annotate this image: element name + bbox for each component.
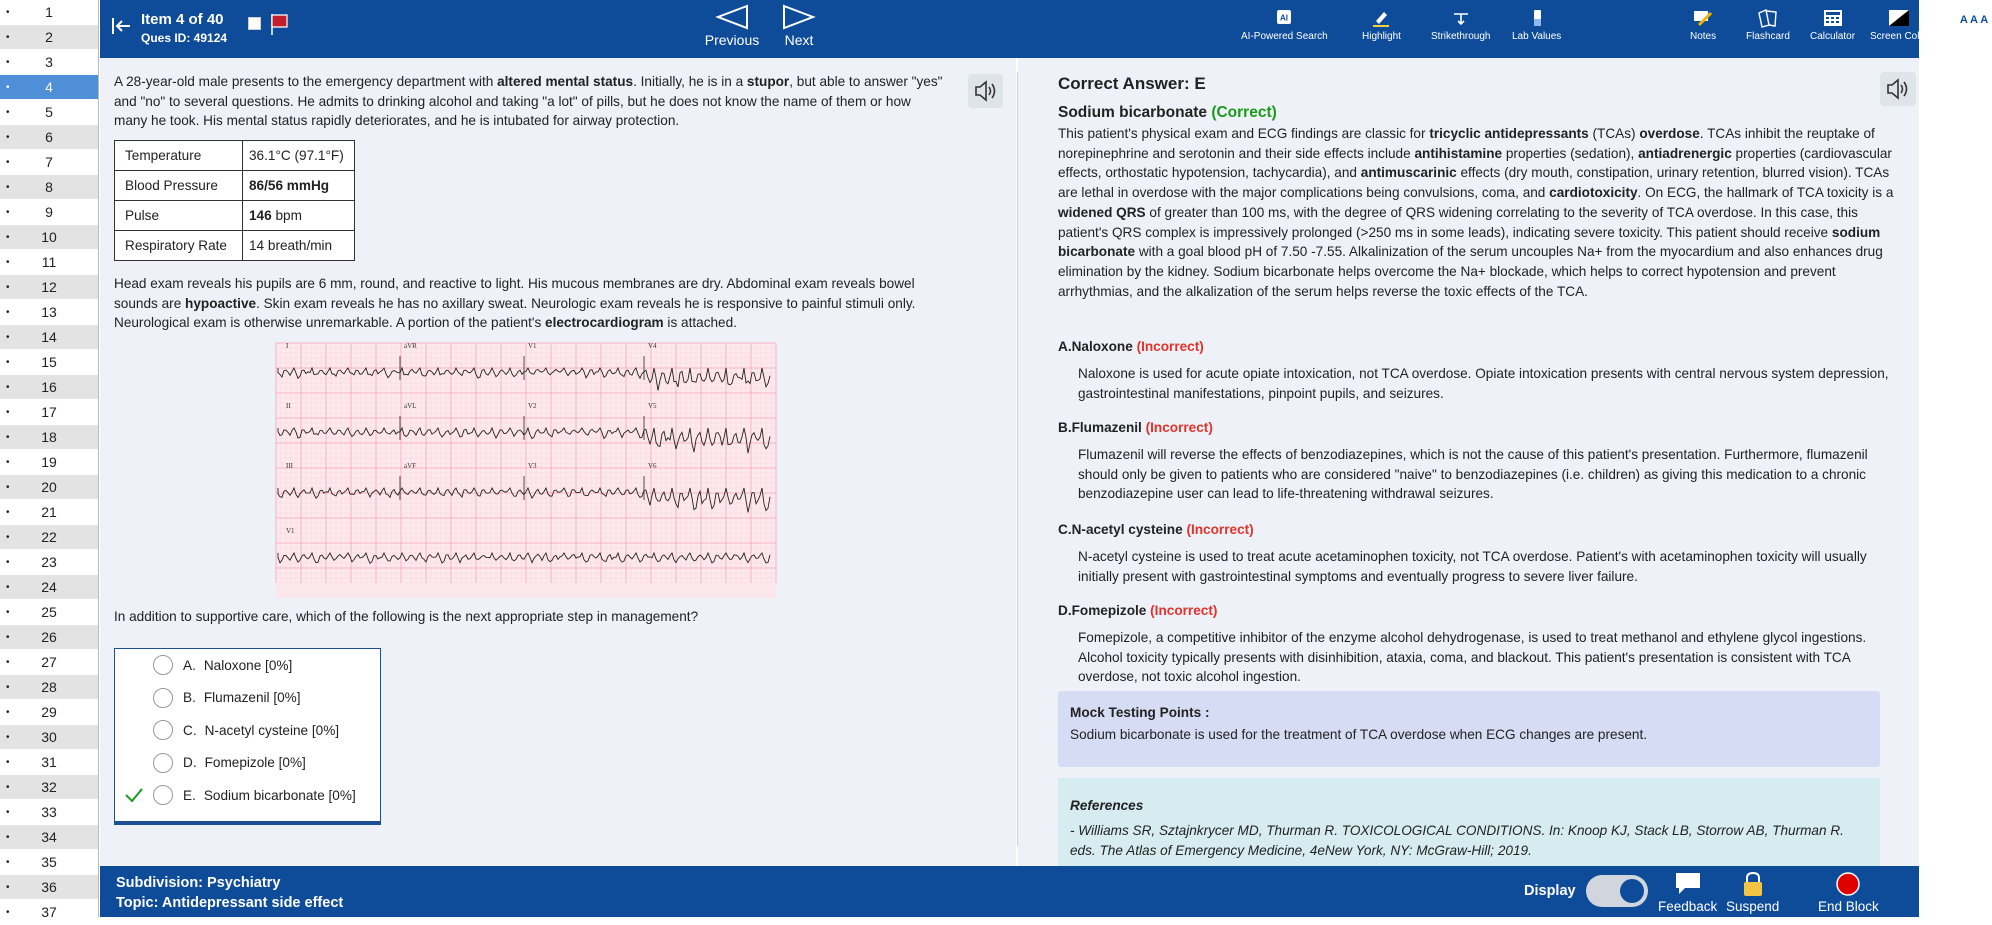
question-number: 6	[45, 129, 53, 145]
question-stem-paragraph-2	[114, 274, 944, 333]
option-name: C.N-acetyl cysteine	[1058, 522, 1183, 537]
unanswered-dot: •	[6, 131, 10, 143]
display-label: Display	[1524, 883, 1576, 899]
unanswered-dot: •	[6, 731, 10, 743]
question-number: 32	[41, 779, 57, 795]
question-nav-item[interactable]	[0, 725, 98, 750]
flashcard-tool[interactable]	[1746, 8, 1790, 42]
table-row	[115, 171, 355, 201]
question-number: 10	[41, 229, 57, 245]
question-nav-item[interactable]	[0, 700, 98, 725]
question-nav-item[interactable]	[0, 825, 98, 850]
strikethrough-icon	[1449, 8, 1473, 28]
bottom-bar	[100, 866, 1919, 917]
unanswered-dot: •	[6, 231, 10, 243]
question-number: 36	[41, 879, 57, 895]
question-nav-item[interactable]	[0, 50, 98, 75]
question-nav-item[interactable]	[0, 550, 98, 575]
question-list-sidebar[interactable]	[0, 0, 99, 920]
next-arrow-icon	[782, 4, 816, 30]
question-nav-item[interactable]	[0, 750, 98, 775]
answer-option[interactable]	[115, 780, 380, 810]
question-nav-item[interactable]	[0, 525, 98, 550]
unanswered-dot: •	[6, 81, 10, 93]
question-nav-item[interactable]	[0, 0, 98, 25]
mock-testing-text: Sodium bicarbonate is used for the treatment of TCA overdose when ECG changes are present.	[1070, 727, 1648, 742]
question-number: 9	[45, 204, 53, 220]
references-box	[1058, 778, 1880, 878]
unanswered-dot: •	[6, 556, 10, 568]
question-number: 26	[41, 629, 57, 645]
tool-label: Lab Values	[1512, 31, 1562, 42]
strikethrough-tool[interactable]	[1431, 8, 1490, 42]
question-nav-item[interactable]	[0, 425, 98, 450]
unanswered-dot: •	[6, 331, 10, 343]
question-number: 25	[41, 604, 57, 620]
pulse-value: 146	[249, 208, 272, 223]
mock-testing-title: Mock Testing Points :	[1070, 705, 1210, 720]
option-d-explanation: Fomepizole, a competitive inhibitor of the enzyme alcohol dehydrogenase, is used to treat methanol and ethylene glycol ingestions. Alcohol toxicity typically presents with disinhibition, ataxia, coma, and blackout. This patient's presentation is consistent with TCA overdose, not toxic alcohol ingestion.	[1078, 630, 1867, 684]
ecg-lead-label: V1	[528, 342, 537, 350]
vital-value: 36.1°C (97.1°F)	[243, 141, 355, 171]
ecg-lead-label: V5	[648, 402, 657, 410]
suspend-label: Suspend	[1726, 899, 1780, 914]
ecg-lead-label: II	[286, 402, 291, 410]
answer-option[interactable]	[115, 683, 380, 713]
option-d-heading	[1058, 603, 1217, 618]
unanswered-dot: •	[6, 606, 10, 618]
unanswered-dot: •	[6, 356, 10, 368]
vital-label: Pulse	[115, 201, 243, 231]
feedback-button[interactable]	[1658, 870, 1717, 914]
text-run: of greater than 100 ms, with the degree of QRS widening correlating to the severity of TCA overdose. In this case, this patient's QRS complex is impressively prolonged (>250 ms in some leads), indicating severe toxicity. This patient should receive	[1058, 204, 1858, 240]
incorrect-tag: (Incorrect)	[1186, 522, 1254, 537]
bold-text-run: antiadrenergic	[1638, 145, 1732, 161]
answer-letter: C.	[183, 722, 197, 738]
end-block-label: End Block	[1818, 899, 1879, 914]
tool-label: Screen Color	[1870, 31, 1929, 42]
question-nav-item[interactable]	[0, 250, 98, 275]
ai-glyph: AI	[1280, 13, 1289, 23]
vital-value: 14 breath/min	[243, 231, 355, 261]
question-number: 8	[45, 179, 53, 195]
question-nav-item[interactable]	[0, 325, 98, 350]
answer-letter: A.	[183, 657, 196, 673]
question-nav-item[interactable]	[0, 300, 98, 325]
previous-arrow-icon	[715, 4, 749, 30]
ecg-lead-label: III	[286, 462, 293, 470]
notes-tool[interactable]	[1690, 8, 1716, 42]
zoom-glyph: A A A	[1959, 14, 1989, 26]
speaker-icon	[968, 74, 1003, 108]
bold-text-run: electrocardiogram	[545, 315, 664, 330]
table-row	[115, 231, 355, 261]
question-nav-item[interactable]	[0, 75, 98, 100]
text-run: Head exam reveals his pupils are 6 mm, round, and reactive to light. His mucous membranes are dry. Abdominal exam reveals bowel sounds are	[114, 276, 915, 311]
references-text: - Williams SR, Sztajnkrycer MD, Thurman R. TOXICOLOGICAL CONDITIONS. In: Knoop KJ, Stack LB, Storrow AB, Thurman R. eds. The Atlas of Emergency Medicine, 4eNew York, NY: McGraw-Hill; 2019.	[1070, 823, 1844, 858]
question-stem-paragraph-1	[114, 72, 944, 131]
question-nav-item[interactable]	[0, 625, 98, 650]
answer-option[interactable]	[115, 715, 380, 745]
option-c-heading	[1058, 522, 1254, 537]
question-nav-item[interactable]	[0, 475, 98, 500]
question-number: 15	[41, 354, 57, 370]
question-nav-item[interactable]	[0, 450, 98, 475]
question-number: 20	[41, 479, 57, 495]
correct-option-name: Sodium bicarbonate	[1058, 104, 1207, 121]
mock-testing-points	[1058, 691, 1880, 767]
unanswered-dot: •	[6, 856, 10, 868]
answer-option[interactable]	[115, 748, 380, 778]
question-number: 21	[41, 504, 57, 520]
bold-text-run: antihistamine	[1414, 145, 1503, 161]
unanswered-dot: •	[6, 181, 10, 193]
incorrect-tag: (Incorrect)	[1150, 603, 1218, 618]
ecg-image[interactable]	[276, 343, 776, 598]
explanation-pane	[1018, 58, 1919, 866]
option-a-explanation: Naloxone is used for acute opiate intoxication, not TCA overdose. Opiate intoxication presents with central nervous system depression, gastrointestinal manifestations, pinpoint pupils, and seizures.	[1078, 366, 1889, 401]
references-title: References	[1070, 798, 1144, 813]
correct-answer-heading: Correct Answer: E	[1058, 74, 1206, 93]
stop-icon	[1833, 870, 1863, 898]
ecg-lead-label: aVF	[404, 462, 417, 470]
answer-text: N-acetyl cysteine [0%]	[204, 722, 340, 738]
question-nav-item[interactable]	[0, 150, 98, 175]
question-nav-item[interactable]	[0, 225, 98, 250]
unanswered-dot: •	[6, 706, 10, 718]
bold-text-run: stupor	[746, 74, 790, 89]
toggle-knob	[1620, 879, 1644, 903]
question-number: 23	[41, 554, 57, 570]
question-number: 19	[41, 454, 57, 470]
zoom-tool[interactable]	[1956, 8, 1992, 42]
question-nav-item[interactable]	[0, 275, 98, 300]
question-number: 37	[41, 904, 57, 920]
text-run: This patient's physical exam and ECG findings are classic for	[1058, 126, 1430, 141]
answer-radio[interactable]	[153, 688, 173, 708]
question-number: 12	[41, 279, 57, 295]
ai-search-tool[interactable]	[1241, 8, 1328, 42]
unanswered-dot: •	[6, 406, 10, 418]
bold-text-run: altered mental status	[497, 74, 634, 89]
question-number: 34	[41, 829, 57, 845]
question-number: 22	[41, 529, 57, 545]
text-run: properties (sedation),	[1502, 145, 1639, 161]
unanswered-dot: •	[6, 456, 10, 468]
unanswered-dot: •	[6, 431, 10, 443]
unanswered-dot: •	[6, 156, 10, 168]
answer-letter: E.	[183, 787, 196, 803]
ecg-lead-label: V1	[286, 527, 295, 535]
unanswered-dot: •	[6, 906, 10, 918]
question-nav-item[interactable]	[0, 575, 98, 600]
text-run: with a goal blood pH of 7.50 -7.55. Alkalinization of the serum uncouples Na+ from the myocardium and also enhances drug elimination by the kidney. Sodium bicarbonate helps overcome the Na+ blockade, which helps to correct hypotension and prevent arrhythmias, and the alkalization of the serum helps reverse the toxic effects of the TCA.	[1058, 244, 1883, 299]
question-id: Ques ID: 49124	[141, 31, 228, 45]
question-nav-item[interactable]	[0, 200, 98, 225]
text-run: A 28-year-old male presents to the emergency department with	[114, 74, 498, 89]
question-number: 35	[41, 854, 57, 870]
lab-values-tool[interactable]	[1512, 8, 1561, 42]
bold-text-run: tricyclic antidepressants	[1429, 126, 1589, 141]
lab-flask-icon	[1525, 8, 1549, 28]
answer-text: Flumazenil [0%]	[203, 690, 301, 705]
question-number: 29	[41, 704, 57, 720]
vital-label: Temperature	[115, 141, 243, 171]
question-nav-item[interactable]	[0, 175, 98, 200]
zoom-text-icon	[1956, 8, 1992, 28]
correct-option-title	[1058, 104, 1277, 122]
bold-text-run: sodium bicarbonate	[1058, 224, 1881, 260]
table-row	[115, 201, 355, 231]
answer-text: Fomepizole [0%]	[204, 755, 306, 770]
tool-label: Flashcard	[1746, 31, 1790, 42]
vital-label: Respiratory Rate	[115, 231, 243, 261]
unanswered-dot: •	[6, 656, 10, 668]
ecg-lead-label: V6	[648, 462, 657, 470]
unanswered-dot: •	[6, 806, 10, 818]
previous-label: Previous	[704, 32, 760, 48]
question-number: 17	[41, 404, 57, 420]
unanswered-dot: •	[6, 481, 10, 493]
tool-label: AI-Powered Search	[1241, 31, 1328, 42]
answer-radio[interactable]	[153, 720, 173, 740]
unanswered-dot: •	[6, 781, 10, 793]
question-number: 24	[41, 579, 57, 595]
question-nav-item[interactable]	[0, 125, 98, 150]
text-run: is attached.	[663, 315, 737, 330]
question-nav-item[interactable]	[0, 850, 98, 875]
answer-radio[interactable]	[153, 785, 173, 805]
ecg-grid	[276, 343, 776, 583]
unanswered-dot: •	[6, 531, 10, 543]
question-number: 33	[41, 804, 57, 820]
notes-icon	[1691, 8, 1715, 28]
correct-explanation-text	[1058, 124, 1900, 301]
question-number: 18	[41, 429, 57, 445]
ecg-lead-label: V3	[528, 462, 537, 470]
unanswered-dot: •	[6, 831, 10, 843]
question-number: 4	[45, 79, 53, 95]
highlighter-icon	[1369, 8, 1393, 28]
question-number: 16	[41, 379, 57, 395]
incorrect-tag: (Incorrect)	[1136, 339, 1204, 354]
option-b-heading	[1058, 420, 1213, 435]
question-nav-item[interactable]	[0, 675, 98, 700]
unanswered-dot: •	[6, 306, 10, 318]
flashcard-icon	[1756, 8, 1780, 28]
unanswered-dot: •	[6, 756, 10, 768]
question-nav-item[interactable]	[0, 600, 98, 625]
unanswered-dot: •	[6, 681, 10, 693]
unanswered-dot: •	[6, 206, 10, 218]
answer-choices	[114, 648, 381, 825]
question-number: 13	[41, 304, 57, 320]
option-b-explanation: Flumazenil will reverse the effects of benzodiazepines, which is not the cause of this patient's presentation. Furthermore, flumazenil should only be given to patients who are considered "naive" to benzodiazepines (i.e. children) as giving this medication to a chronic benzodiazepine user can lead to life-threatening withdrawal seizures.	[1078, 447, 1868, 501]
mark-checkbox[interactable]	[248, 17, 261, 30]
option-name: A.Naloxone	[1058, 339, 1133, 354]
suspend-button[interactable]	[1726, 870, 1779, 914]
answer-letter: B.	[183, 690, 196, 705]
question-nav-item[interactable]	[0, 100, 98, 125]
question-nav-item[interactable]	[0, 350, 98, 375]
text-run: (TCAs)	[1588, 126, 1640, 141]
ai-search-icon	[1272, 8, 1296, 28]
question-nav-item[interactable]	[0, 500, 98, 525]
tool-label: Calculator	[1810, 31, 1856, 42]
topic-label: Topic: Antidepressant side effect	[116, 895, 344, 911]
question-nav-item[interactable]	[0, 900, 98, 925]
check-column	[115, 787, 153, 803]
ecg-lead-label: V4	[648, 342, 657, 350]
question-nav-item[interactable]	[0, 800, 98, 825]
unanswered-dot: •	[6, 106, 10, 118]
explanation-speech-button[interactable]	[1880, 72, 1916, 106]
ecg-lead-label: I	[286, 342, 289, 350]
question-number: 31	[41, 754, 57, 770]
flag-icon[interactable]	[268, 12, 290, 36]
text-run: properties (cardiovascular effects, orthostatic hypotension, tachycardia), and	[1058, 145, 1892, 181]
ecg-lead-label: aVL	[404, 402, 417, 410]
vital-value: 86/56 mmHg	[243, 171, 355, 201]
question-nav-item[interactable]	[0, 375, 98, 400]
correct-tag: (Correct)	[1211, 104, 1277, 121]
option-c-explanation: N-acetyl cysteine is used to treat acute acetaminophen toxicity, not TCA overdose. Patient's with acetaminophen toxicity will usually initially present with gastrointestinal symptoms and eventually progress to severe liver failure.	[1078, 549, 1867, 584]
calculator-icon	[1821, 8, 1845, 28]
unanswered-dot: •	[6, 381, 10, 393]
vital-label: Blood Pressure	[115, 171, 243, 201]
screen-color-icon	[1887, 8, 1911, 28]
question-number: 5	[45, 104, 53, 120]
unanswered-dot: •	[6, 631, 10, 643]
next-button[interactable]	[769, 4, 829, 48]
back-arrow-icon[interactable]	[110, 14, 132, 38]
lock-icon	[1738, 870, 1768, 898]
tool-label: Zoom	[1961, 31, 1987, 42]
tool-label: Notes	[1690, 31, 1717, 42]
question-number: 28	[41, 679, 57, 695]
question-number: 7	[45, 154, 53, 170]
option-a-heading	[1058, 339, 1204, 354]
bold-text-run: overdose	[1639, 126, 1700, 141]
question-lead-in: In addition to supportive care, which of the following is the next appropriate step in management?	[114, 609, 699, 624]
question-nav-item[interactable]	[0, 875, 98, 900]
screen-color-tool[interactable]	[1870, 8, 1928, 42]
end-block-button[interactable]	[1818, 870, 1879, 914]
bold-text-run: hypoactive	[185, 295, 257, 311]
item-counter: Item 4 of 40	[141, 11, 224, 28]
question-nav-item[interactable]	[0, 400, 98, 425]
pulse-unit: bpm	[271, 208, 302, 223]
text-run: . Skin exam reveals he has no axillary sweat. Neurologic exam reveals he is responsive to painful stimuli only. Neurological exam is otherwise unremarkable. A portion of the patient's	[114, 295, 916, 330]
display-toggle[interactable]	[1586, 875, 1648, 907]
ecg-lead-label: aVR	[404, 342, 417, 350]
question-nav-item[interactable]	[0, 25, 98, 50]
unanswered-dot: •	[6, 506, 10, 518]
answer-radio[interactable]	[153, 655, 173, 675]
answer-text: Naloxone [0%]	[203, 657, 293, 673]
question-number: 14	[41, 329, 57, 345]
text-run: . Initially, he is in a	[633, 74, 747, 89]
next-label: Next	[784, 32, 814, 48]
bold-text-run: widened QRS	[1058, 204, 1146, 220]
question-pane	[100, 58, 1016, 866]
unanswered-dot: •	[6, 256, 10, 268]
text-run: effects (dry mouth, constipation, urinary retention, blurred vision). TCAs are lethal in overdose with the major complications being convulsions, coma, and	[1058, 165, 1890, 201]
incorrect-tag: (Incorrect)	[1145, 420, 1213, 435]
question-number: 27	[41, 654, 57, 670]
ecg-lead-label: V2	[528, 402, 537, 410]
question-number: 30	[41, 729, 57, 745]
tool-label: Highlight	[1362, 31, 1401, 42]
table-row	[115, 141, 355, 171]
question-number: 2	[45, 29, 53, 45]
vital-value	[243, 201, 355, 231]
answer-radio[interactable]	[153, 753, 173, 773]
text-run: , but able to answer "yes" and "no" to several questions. He admits to drinking alcohol and taking "a lot" of pills, but he does not know the name of them or how many he took. His mental status rapidly deteriorates, and he is intubated for airway protection.	[114, 74, 943, 128]
previous-button[interactable]	[702, 4, 762, 48]
question-number: 11	[41, 254, 57, 270]
unanswered-dot: •	[6, 881, 10, 893]
option-name: B.Flumazenil	[1058, 420, 1142, 435]
unanswered-dot: •	[6, 31, 10, 43]
feedback-bubble-icon	[1673, 870, 1703, 898]
top-toolbar	[100, 0, 1989, 58]
highlight-tool[interactable]	[1362, 8, 1401, 42]
feedback-label: Feedback	[1658, 899, 1718, 914]
answer-letter: D.	[183, 755, 197, 770]
bold-text-run: antimuscarinic	[1360, 165, 1457, 181]
option-name: D.Fomepizole	[1058, 603, 1147, 618]
question-number: 3	[45, 54, 53, 70]
text-run: . TCAs inhibit the reuptake of norepinephrine and serotonin and their side effects include	[1058, 126, 1875, 161]
question-nav-item[interactable]	[0, 775, 98, 800]
unanswered-dot: •	[6, 6, 10, 18]
unanswered-dot: •	[6, 281, 10, 293]
text-run: . On ECG, the hallmark of TCA toxicity is a	[1637, 185, 1894, 201]
unanswered-dot: •	[6, 581, 10, 593]
tool-label: Strikethrough	[1431, 31, 1491, 42]
speaker-icon	[1880, 72, 1916, 106]
calculator-tool[interactable]	[1810, 8, 1855, 42]
check-icon	[124, 787, 144, 803]
question-number: 1	[45, 4, 53, 20]
subdivision-label: Subdivision: Psychiatry	[116, 875, 281, 891]
vital-signs-table	[114, 140, 355, 261]
unanswered-dot: •	[6, 56, 10, 68]
text-to-speech-button[interactable]	[968, 74, 1003, 108]
answer-option[interactable]	[115, 650, 380, 680]
ecg-footer-strip	[276, 583, 776, 598]
question-nav-item[interactable]	[0, 650, 98, 675]
answer-text: Sodium bicarbonate [0%]	[203, 787, 356, 803]
bold-text-run: cardiotoxicity	[1549, 185, 1638, 201]
